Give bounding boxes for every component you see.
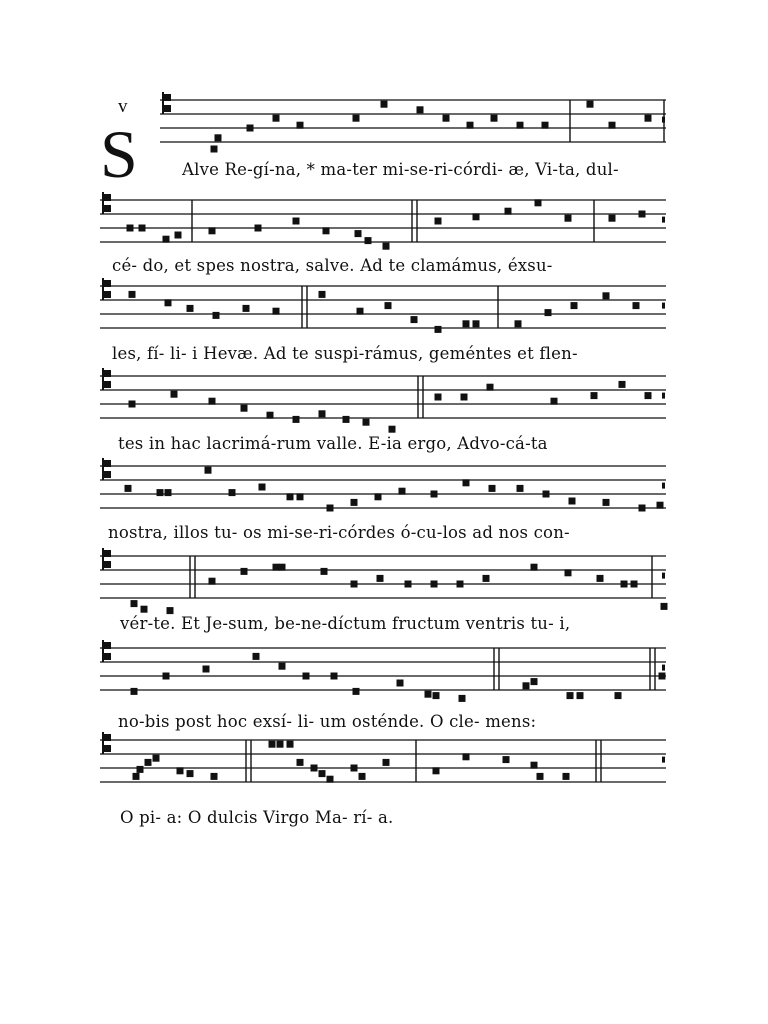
neume-punctum	[129, 291, 136, 298]
neume-punctum	[631, 581, 638, 588]
neume-punctum	[483, 575, 490, 582]
neume-punctum	[537, 773, 544, 780]
neume-punctum	[417, 106, 424, 113]
neume-punctum	[323, 227, 330, 234]
neume-punctum	[467, 122, 474, 129]
neume-punctum	[209, 227, 216, 234]
neume-punctum	[377, 575, 384, 582]
neume-punctum	[433, 692, 440, 699]
neume-punctum	[353, 115, 360, 122]
neume-punctum	[657, 502, 664, 509]
neume-punctum	[319, 410, 326, 417]
mode-label: v	[118, 96, 128, 117]
neume-punctum	[125, 485, 132, 492]
neume-punctum	[389, 426, 396, 433]
neume-punctum	[165, 489, 172, 496]
neume-punctum	[319, 291, 326, 298]
neume-punctum	[383, 759, 390, 766]
neume-punctum	[565, 215, 572, 222]
neume-punctum	[571, 302, 578, 309]
neume-punctum	[351, 499, 358, 506]
neume-punctum	[145, 759, 152, 766]
neume-punctum	[609, 122, 616, 129]
neume-punctum	[563, 773, 570, 780]
neume-punctum	[633, 302, 640, 309]
custos-icon	[662, 217, 665, 223]
staff	[0, 638, 768, 720]
neume-punctum	[215, 134, 222, 141]
lyric-line: vér-te. Et Je-sum, be-ne-díctum fructum ventris tu- i,	[120, 614, 571, 633]
neume-punctum	[273, 564, 280, 571]
neume-punctum	[567, 692, 574, 699]
neume-punctum	[515, 320, 522, 327]
neume-punctum	[523, 682, 530, 689]
do-clef-icon	[102, 192, 111, 214]
lyric-line: nostra, illos tu- os mi-se-ri-córdes ó-cu-los ad nos con-	[108, 523, 570, 542]
neume-punctum	[565, 569, 572, 576]
neume-punctum	[531, 762, 538, 769]
neume-punctum	[463, 320, 470, 327]
neume-punctum	[399, 488, 406, 495]
neume-punctum	[542, 122, 549, 129]
custos-icon	[662, 483, 665, 489]
neume-punctum	[209, 398, 216, 405]
neume-punctum	[319, 770, 326, 777]
neume-punctum	[461, 394, 468, 401]
neume-punctum	[661, 603, 668, 610]
neume-punctum	[535, 199, 542, 206]
neume-punctum	[365, 237, 372, 244]
neume-punctum	[551, 398, 558, 405]
neume-punctum	[621, 581, 628, 588]
custos-icon	[662, 757, 665, 763]
neume-punctum	[133, 773, 140, 780]
neume-punctum	[303, 673, 310, 680]
neume-punctum	[473, 320, 480, 327]
neume-punctum	[187, 305, 194, 312]
neume-punctum	[287, 493, 294, 500]
neume-punctum	[473, 213, 480, 220]
neume-punctum	[615, 692, 622, 699]
neume-punctum	[165, 299, 172, 306]
neume-punctum	[397, 680, 404, 687]
neume-punctum	[587, 101, 594, 108]
neume-punctum	[591, 392, 598, 399]
neume-punctum	[603, 292, 610, 299]
neume-punctum	[363, 419, 370, 426]
neume-punctum	[463, 479, 470, 486]
neume-punctum	[577, 692, 584, 699]
neume-punctum	[517, 485, 524, 492]
neume-punctum	[253, 653, 260, 660]
neume-punctum	[381, 101, 388, 108]
neume-punctum	[355, 230, 362, 237]
neume-punctum	[505, 208, 512, 215]
neume-punctum	[287, 741, 294, 748]
neume-punctum	[279, 663, 286, 670]
neume-punctum	[297, 759, 304, 766]
do-clef-icon	[102, 548, 111, 570]
neume-punctum	[321, 568, 328, 575]
neume-punctum	[203, 666, 210, 673]
neume-punctum	[311, 765, 318, 772]
neume-punctum	[639, 211, 646, 218]
neume-punctum	[293, 218, 300, 225]
neume-punctum	[609, 215, 616, 222]
neume-punctum	[175, 232, 182, 239]
neume-punctum	[503, 756, 510, 763]
neume-punctum	[531, 564, 538, 571]
neume-punctum	[411, 316, 418, 323]
neume-punctum	[517, 122, 524, 129]
do-clef-icon	[162, 92, 171, 114]
neume-punctum	[327, 776, 334, 783]
neume-punctum	[137, 766, 144, 773]
neume-punctum	[457, 581, 464, 588]
neume-punctum	[327, 505, 334, 512]
do-clef-icon	[102, 278, 111, 300]
custos-icon	[662, 665, 665, 671]
neume-punctum	[343, 416, 350, 423]
neume-punctum	[425, 691, 432, 698]
neume-punctum	[487, 384, 494, 391]
neume-punctum	[435, 218, 442, 225]
neume-punctum	[431, 491, 438, 498]
neume-punctum	[209, 578, 216, 585]
neume-punctum	[273, 115, 280, 122]
neume-punctum	[247, 125, 254, 132]
neume-punctum	[433, 767, 440, 774]
neume-punctum	[277, 741, 284, 748]
neume-punctum	[229, 489, 236, 496]
neume-punctum	[359, 773, 366, 780]
neume-punctum	[531, 678, 538, 685]
neume-punctum	[435, 326, 442, 333]
neume-punctum	[171, 391, 178, 398]
neume-punctum	[127, 225, 134, 232]
neume-punctum	[267, 412, 274, 419]
lyric-line: cé- do, et spes nostra, salve. Ad te clamámus, éxsu-	[112, 256, 553, 275]
neume-punctum	[279, 564, 286, 571]
neume-punctum	[163, 673, 170, 680]
neume-punctum	[357, 308, 364, 315]
neume-punctum	[153, 755, 160, 762]
neume-punctum	[141, 606, 148, 613]
do-clef-icon	[102, 458, 111, 480]
neume-punctum	[385, 302, 392, 309]
neume-punctum	[597, 575, 604, 582]
neume-punctum	[205, 467, 212, 474]
neume-punctum	[443, 115, 450, 122]
neume-punctum	[293, 416, 300, 423]
neume-punctum	[187, 770, 194, 777]
do-clef-icon	[102, 732, 111, 754]
neume-punctum	[459, 695, 466, 702]
neume-punctum	[405, 581, 412, 588]
neume-punctum	[569, 498, 576, 505]
neume-punctum	[603, 499, 610, 506]
do-clef-icon	[102, 368, 111, 390]
neume-punctum	[659, 673, 666, 680]
neume-punctum	[351, 581, 358, 588]
neume-punctum	[297, 122, 304, 129]
neume-punctum	[255, 225, 262, 232]
custos-icon	[662, 117, 665, 123]
neume-punctum	[435, 394, 442, 401]
lyric-line: les, fí- li- i Hevæ. Ad te suspi-rámus, geméntes et flen-	[112, 344, 578, 363]
do-clef-icon	[102, 640, 111, 662]
neume-punctum	[269, 741, 276, 748]
neume-punctum	[241, 405, 248, 412]
custos-icon	[662, 303, 665, 309]
drop-initial: S	[100, 116, 138, 192]
neume-punctum	[331, 673, 338, 680]
neume-punctum	[463, 753, 470, 760]
neume-punctum	[157, 489, 164, 496]
neume-punctum	[297, 493, 304, 500]
neume-punctum	[639, 505, 646, 512]
neume-punctum	[259, 484, 266, 491]
neume-punctum	[645, 115, 652, 122]
neume-punctum	[619, 381, 626, 388]
neume-punctum	[243, 305, 250, 312]
lyric-line: Alve Re-gí-na, * ma-ter mi-se-ri-córdi- æ, Vi-ta, dul-	[182, 160, 619, 179]
neume-punctum	[375, 493, 382, 500]
lyric-line: O pi- a: O dulcis Virgo Ma- rí- a.	[120, 808, 394, 827]
custos-icon	[662, 573, 665, 579]
lyric-line: tes in hac lacrimá-rum valle. E-ia ergo, Advo-cá-ta	[118, 434, 548, 453]
neume-punctum	[353, 688, 360, 695]
lyric-line: no-bis post hoc exsí- li- um osténde. O cle- mens:	[118, 712, 537, 731]
neume-punctum	[139, 225, 146, 232]
neume-punctum	[383, 243, 390, 250]
neume-punctum	[131, 600, 138, 607]
neume-punctum	[645, 392, 652, 399]
neume-punctum	[545, 309, 552, 316]
neume-punctum	[491, 115, 498, 122]
neume-punctum	[213, 312, 220, 319]
neume-punctum	[273, 308, 280, 315]
neume-punctum	[351, 765, 358, 772]
staff	[0, 730, 768, 812]
custos-icon	[662, 393, 665, 399]
neume-punctum	[129, 401, 136, 408]
neume-punctum	[131, 688, 138, 695]
neume-punctum	[241, 568, 248, 575]
neume-punctum	[489, 485, 496, 492]
neume-punctum	[177, 767, 184, 774]
neume-punctum	[431, 581, 438, 588]
neume-punctum	[211, 146, 218, 153]
neume-punctum	[163, 236, 170, 243]
neume-punctum	[211, 773, 218, 780]
neume-punctum	[543, 491, 550, 498]
